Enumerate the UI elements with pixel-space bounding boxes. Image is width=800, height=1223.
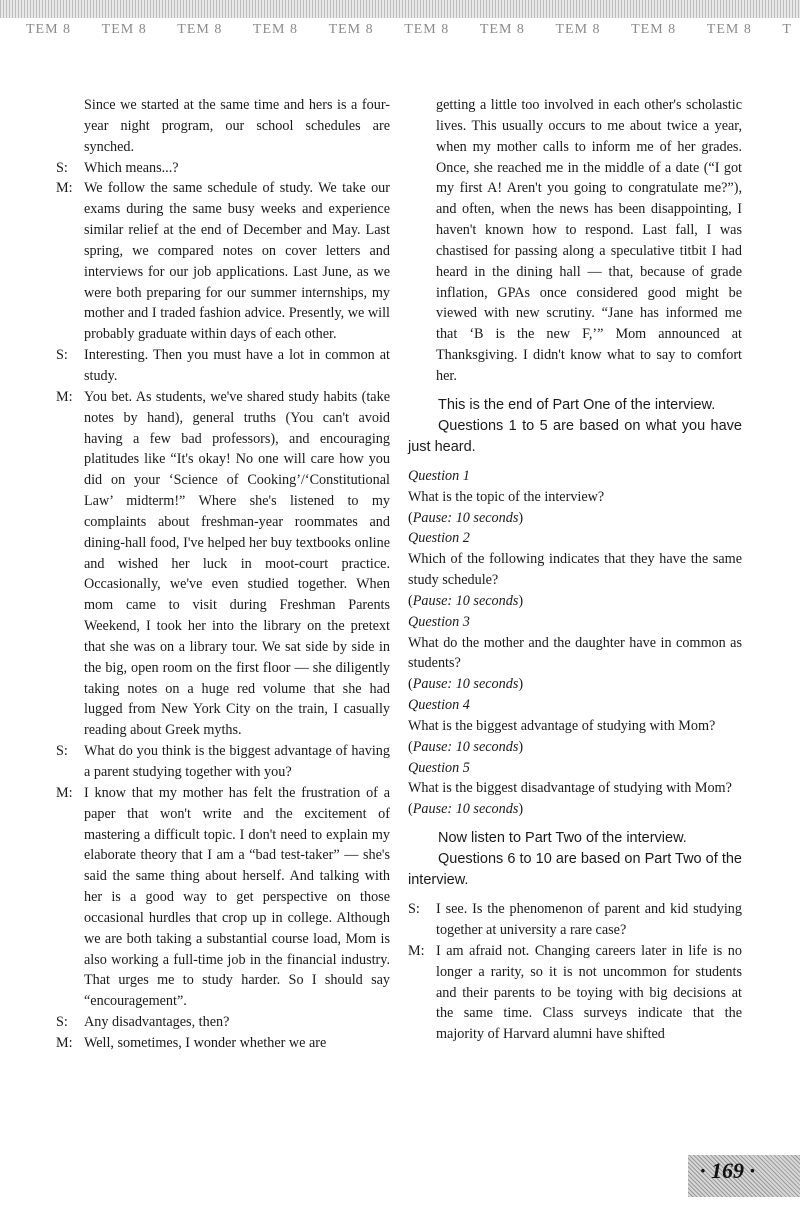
question-label: Question 1: [408, 467, 470, 484]
dialogue-text: Well, sometimes, I wonder whether we are: [84, 1034, 327, 1051]
dialogue-line: [56, 1033, 390, 1054]
right-column: [408, 95, 742, 1045]
dialogue-line: [408, 899, 742, 941]
question-block: [408, 612, 742, 695]
header-label: TEM 8: [479, 22, 525, 37]
header-label: TEM 8: [706, 22, 752, 37]
dialogue-line: [56, 741, 390, 783]
dialogue-text: What do you think is the biggest advantage of having a parent studying together with you?: [84, 743, 390, 780]
speaker-label: S:: [56, 743, 68, 760]
pause-label: Pause:: [412, 676, 453, 693]
header-texture: [0, 0, 800, 18]
pause-note: (Pause: 10 seconds): [408, 738, 524, 755]
dialogue-text: I see. Is the phenomenon of parent and kid studying together at university a rare case?: [436, 901, 742, 938]
speaker-label: M:: [56, 1034, 73, 1051]
part-one-questions: Questions 1 to 5 are based on what you have just heard.: [408, 417, 742, 455]
dialogue-text: We follow the same schedule of study. We take our exams during the same busy weeks and experience similar relief at the end of December and May. Last spring, we compared notes on cover letters and interviews for our job applications. Last June, as we were both preparing for our summer internships, my mother and I traded fashion advice. Presently, we will probably graduate within days of each other.: [84, 180, 390, 343]
dialogue-line: [56, 158, 390, 179]
pause-label: Pause:: [412, 801, 453, 818]
header-label: T: [782, 22, 792, 37]
header-label: TEM 8: [101, 22, 147, 37]
header-label: TEM 8: [555, 22, 601, 37]
dialogue-line: [408, 941, 742, 1045]
question-label: Question 5: [408, 759, 470, 776]
question-block: [408, 695, 742, 758]
speaker-label: M:: [56, 388, 73, 405]
dialogue-continuation: Since we started at the same time and hers is a four-year night program, our school schedules are synched.: [84, 97, 390, 155]
question-text: What is the topic of the interview?: [408, 488, 605, 505]
dialogue-text: I am afraid not. Changing careers later in life is no longer a rarity, so it is not uncommon for students and their parents to be toying with big decisions at the same time. Class surveys indicate that the majority of Harvard alumni have shifted: [436, 942, 742, 1043]
left-column: [56, 95, 390, 1054]
question-label: Question 2: [408, 530, 470, 547]
question-text: What do the mother and the daughter have in common as students?: [408, 634, 742, 672]
header-label: TEM 8: [328, 22, 374, 37]
pause-value: 10 seconds: [455, 738, 519, 755]
page-number-value: 169: [711, 1158, 744, 1183]
pause-value: 10 seconds: [455, 592, 519, 609]
question-block: [408, 528, 742, 611]
dialogue-line: [56, 387, 390, 741]
header-label: TEM 8: [252, 22, 298, 37]
pause-value: 10 seconds: [455, 801, 519, 818]
speaker-label: M:: [408, 942, 425, 959]
question-label: Question 3: [408, 613, 470, 630]
dialogue-text: Interesting. Then you must have a lot in common at study.: [84, 347, 390, 384]
dialogue-line: [56, 783, 390, 1012]
question-block: [408, 758, 742, 821]
dialogue-line: [56, 345, 390, 387]
dialogue-continuation: getting a little too involved in each other's scholastic lives. This usually occurs to me about twice a year, when my mother calls to inform me of her grades. Once, she reached me in the middle of a date (“I got my first A! Aren't you going to congratulate me?”), and often, when the news has been disappointing, I haven't known how to respond. Last fall, I was chastised for passing along a speculative titbit I had heard in the dining hall — that, because of grade inflation, GPAs once considered good might be viewed with new scrutiny. “Jane has informed me that ‘B is the new F,’” Mom announced at Thanksgiving. I didn't know what to say to comfort her.: [436, 97, 742, 384]
speaker-label: S:: [56, 1014, 68, 1031]
speaker-label: S:: [56, 347, 68, 364]
dialogue-text: You bet. As students, we've shared study habits (take notes by hand), general truths (You can't avoid having a few bad professors), and encouraging platitudes like “It's okay! No one will care how you did on your ‘Science of Cooking’/‘Constitutional Law’ midterm!” Where she's listened to my complaints about freshman-year roommates and dining-hall food, I've helped her buy textbooks online and wished her luck in moot-court practice. Occasionally, we've even studied together. When mom came to visit during Freshman Parents Weekend, I took her into the library on the pretext that she was on a library tour. We sat side by side in the big, open room on the first floor — she diligently taking notes on a huge red volume that she had lugged from New York City on the train, I casually reading about Greek myths.: [84, 388, 390, 739]
pause-label: Pause:: [412, 509, 453, 526]
pause-note: (Pause: 10 seconds): [408, 801, 524, 818]
page-number: · 169 ·: [700, 1158, 755, 1183]
pause-note: (Pause: 10 seconds): [408, 509, 524, 526]
question-text: Which of the following indicates that they have the same study schedule?: [408, 551, 742, 589]
pause-note: (Pause: 10 seconds): [408, 676, 524, 693]
speaker-label: M:: [56, 180, 73, 197]
dialogue-line: [56, 1012, 390, 1033]
question-block: [408, 466, 742, 529]
question-text: What is the biggest advantage of studying with Mom?: [408, 717, 716, 734]
header-label: TEM 8: [177, 22, 223, 37]
header-label: TEM 8: [26, 22, 72, 37]
part-one-end: This is the end of Part One of the interview.: [438, 396, 716, 413]
question-label: Question 4: [408, 697, 470, 714]
speaker-label: S:: [408, 901, 420, 918]
question-text: What is the biggest disadvantage of studying with Mom?: [408, 780, 732, 797]
pause-value: 10 seconds: [455, 676, 519, 693]
dialogue-text: I know that my mother has felt the frustration of a paper that won't write and the excitement of mastering a difficult topic. I don't need to explain my elaborate theory that I am a “bad test-taker” — she's said the same thing about herself. And talking with her is a good way to get perspective on those occasional hurdles that crop up in college. Although we are both taking a substantial course load, Mom is also working a full-time job in the financial industry. That urges me to study harder. So I should say “encouragement”.: [84, 784, 390, 1010]
speaker-label: M:: [56, 784, 73, 801]
header-label: TEM 8: [404, 22, 450, 37]
dialogue-line: [56, 178, 390, 345]
dialogue-text: Any disadvantages, then?: [84, 1014, 230, 1031]
pause-label: Pause:: [412, 592, 453, 609]
running-header: [0, 22, 800, 46]
pause-value: 10 seconds: [455, 509, 519, 526]
part-two-questions: Questions 6 to 10 are based on Part Two of the interview.: [408, 851, 742, 889]
header-label: TEM 8: [631, 22, 677, 37]
speaker-label: S:: [56, 159, 68, 176]
part-two-intro: Now listen to Part Two of the interview.: [438, 830, 687, 847]
dialogue-text: Which means...?: [84, 159, 179, 176]
pause-note: (Pause: 10 seconds): [408, 592, 524, 609]
pause-label: Pause:: [412, 738, 453, 755]
